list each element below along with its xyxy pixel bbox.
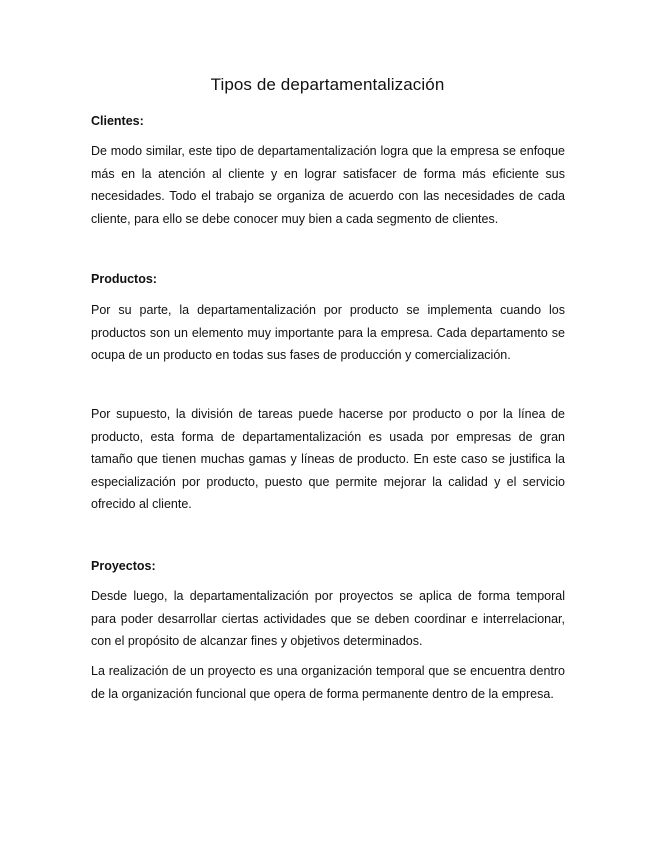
section-heading-productos: Productos: (91, 272, 157, 286)
paragraph-clientes-1: De modo similar, este tipo de departamentalización logra que la empresa se enfoque más en la atención al cliente y en lograr satisfacer de forma más eficiente sus necesidades. Todo el trabajo se organiza de acuerdo con las necesidades de cada cliente, para ello se debe conocer muy bien a cada segmento de clientes. (91, 144, 565, 226)
paragraph-productos-2: Por supuesto, la división de tareas puede hacerse por producto o por la línea de producto, esta forma de departamentalización es usada por empresas de gran tamaño que tienen muchas gamas y líneas de producto. En este caso se justifica la especialización por producto, puesto que permite mejorar la calidad y el servicio ofrecido al cliente. (91, 407, 565, 511)
paragraph-proyectos-2: La realización de un proyecto es una organización temporal que se encuentra dentro de la organización funcional que opera de forma permanente dentro de la empresa. (91, 664, 565, 701)
paragraph-productos-1: Por su parte, la departamentalización por producto se implementa cuando los productos son un elemento muy importante para la empresa. Cada departamento se ocupa de un producto en todas sus fases de producción y comercialización. (91, 303, 565, 362)
section-heading-proyectos: Proyectos: (91, 559, 156, 573)
section-heading-clientes: Clientes: (91, 114, 144, 128)
paragraph-proyectos-1: Desde luego, la departamentalización por proyectos se aplica de forma temporal para poder desarrollar ciertas actividades que se deben coordinar e interrelacionar, con el propósito de alcanzar fines y objetivos determinados. (91, 589, 565, 648)
page-title: Tipos de departamentalización (210, 75, 445, 94)
